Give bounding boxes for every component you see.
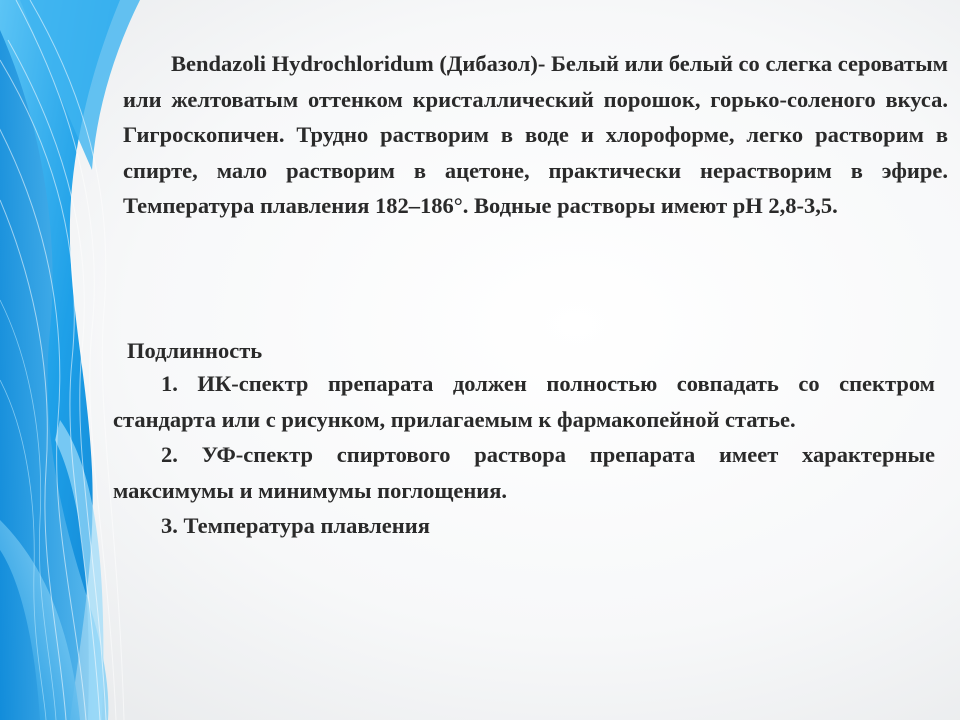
list-item: 3. Температура плавления [161, 513, 430, 538]
list-item: 2. УФ-спектр спиртового раствора препарата имеет характерные максимумы и минимумы поглощения. [113, 442, 935, 503]
authenticity-list [113, 366, 935, 544]
section-title: Подлинность [127, 338, 263, 363]
list-item: 1. ИК-спектр препарата должен полностью совпадать со спектром стандарта или с рисунком, прилагаемым к фармакопейной статье. [113, 371, 935, 432]
main-paragraph-block [123, 46, 948, 224]
main-paragraph: Bendazoli Hydrochloridum (Дибазол)- Белый или белый со слегка сероватым или желтоватым оттенком кристаллический порошок, горько-соленого вкуса. Гигроскопичен. Трудно растворим в воде и хлороформе, легко растворим в спирте, мало растворим в ацетоне, практически нерастворим в эфире. Температура плавления 182–186°. Водные растворы имеют рН 2,8-3,5. [123, 51, 948, 218]
